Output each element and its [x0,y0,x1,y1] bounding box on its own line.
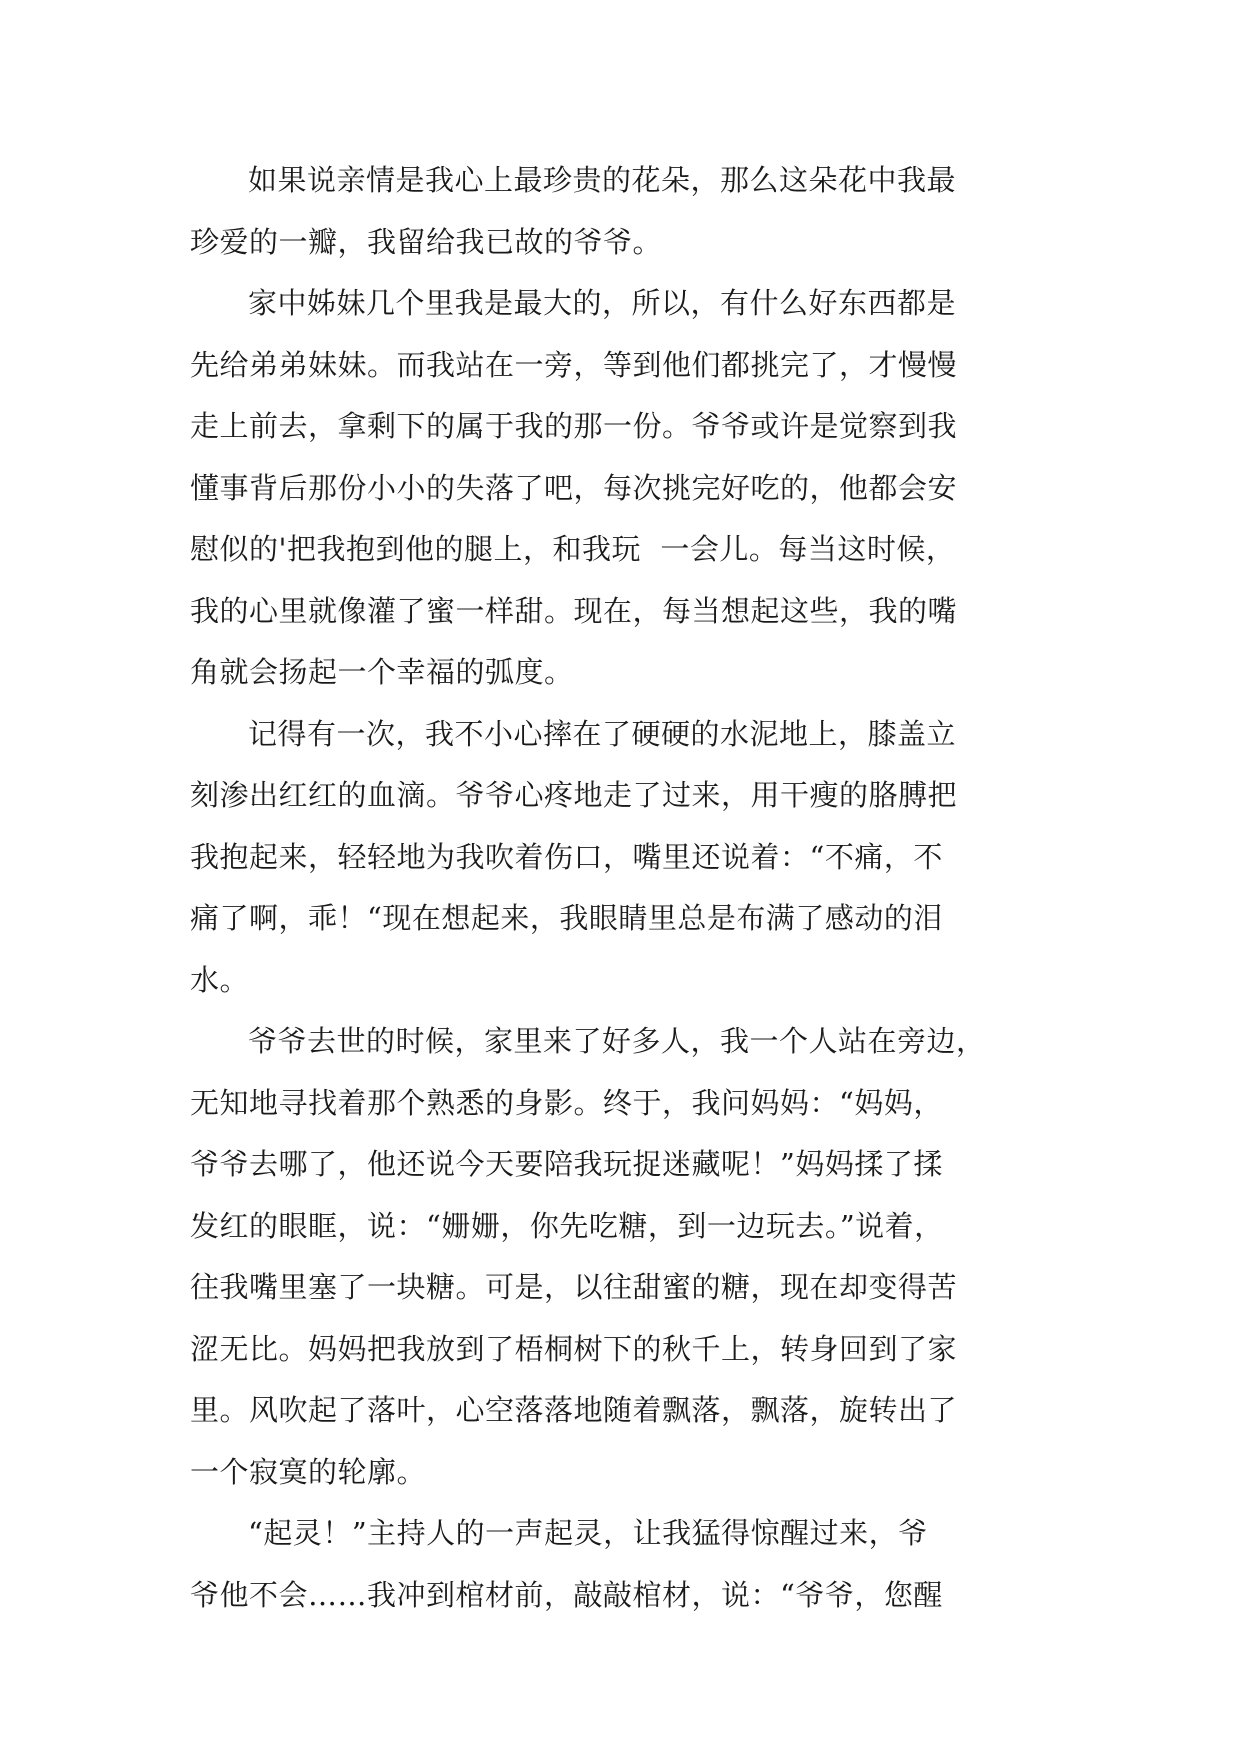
text-line: 如果说亲情是我心上最珍贵的花朵，那么这朵花中我最 [248,163,957,197]
paragraph-5 [190,1503,1060,1626]
text-line: 家中姊妹几个里我是最大的，所以，有什么好东西都是 [248,286,957,320]
text-line: 我抱起来，轻轻地为我吹着伤口，嘴里还说着：“不痛，不 [190,839,943,874]
text-line: 痛了啊，乖！“现在想起来，我眼睛里总是布满了感动的泪 [190,901,943,935]
text-line: 角就会扬起一个幸福的弧度。 [190,655,574,689]
text-line: 无知地寻找着那个熟悉的身影。终于，我问妈妈：“妈妈， [190,1085,943,1120]
text-line: 珍爱的一瓣，我留给我已故的爷爷。 [190,224,663,259]
paragraph-3 [190,704,1060,1012]
paragraph-4 [190,1011,1060,1503]
text-line: 走上前去，拿剩下的属于我的那一份。爷爷或许是觉察到我 [190,409,958,443]
text-line: 爷他不会……我冲到棺材前，敲敲棺材，说：“爷爷，您醒 [190,1577,943,1612]
text-line: 涩无比。妈妈把我放到了梧桐树下的秋千上，转身回到了家 [190,1331,958,1366]
text-line: 往我嘴里塞了一块糖。可是，以往甜蜜的糖，现在却变得苦 [190,1270,958,1304]
text-line: 慰似的'把我抱到他的腿上，和我玩 一会儿。每当这时候， [190,532,956,566]
text-line: 刻渗出红红的血滴。爷爷心疼地走了过来，用干瘦的胳膊把 [190,778,958,812]
text-line: 水。 [190,962,250,997]
text-line: 爷爷去世的时候，家里来了好多人，我一个人站在旁边， [248,1024,986,1058]
paragraph-1 [190,150,1060,273]
text-line: 发红的眼眶，说：“姗姗，你先吃糖，到一边玩去。”说着， [190,1208,944,1243]
text-line: 先给弟弟妹妹。而我站在一旁，等到他们都挑完了，才慢慢 [190,347,958,382]
text-line: “起灵！”主持人的一声起灵，让我猛得惊醒过来，爷 [248,1516,928,1550]
paragraph-2 [190,273,1060,704]
text-line: 记得有一次，我不小心摔在了硬硬的水泥地上，膝盖立 [248,716,957,751]
text-line: 我的心里就像灌了蜜一样甜。现在，每当想起这些，我的嘴 [190,593,958,628]
text-line: 里。风吹起了落叶，心空落落地随着飘落，飘落，旋转出了 [190,1393,958,1427]
document-body [190,150,1060,1626]
text-line: 爷爷去哪了，他还说今天要陪我玩捉迷藏呢！”妈妈揉了揉 [190,1147,943,1181]
text-line: 懂事背后那份小小的失落了吧，每次挑完好吃的，他都会安 [190,470,958,505]
text-line: 一个寂寞的轮廓。 [190,1454,427,1489]
